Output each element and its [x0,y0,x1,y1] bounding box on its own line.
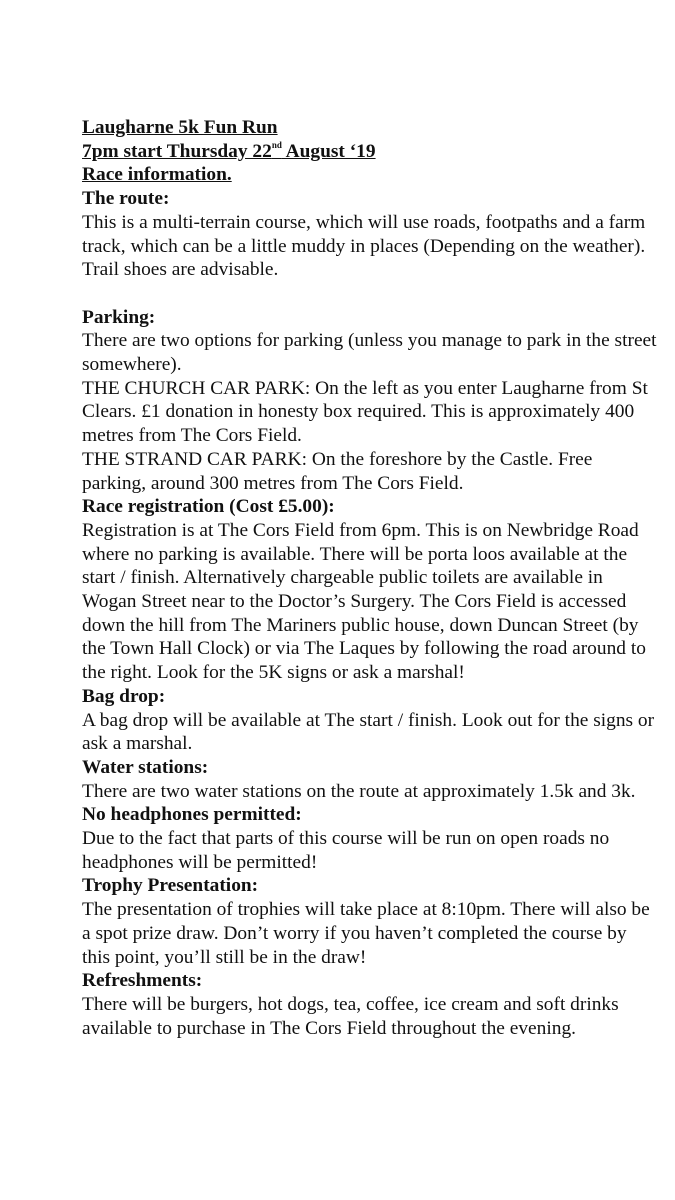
registration-body: Registration is at The Cors Field from 6pm. This is on Newbridge Road where no parking is available. There will be porta loos available at the start / finish. Alternatively chargeable public toilets are available in Wogan Street near to the Doctor’s Surgery. The Cors Field is accessed down the hill from The Mariners public house, down Duncan Street (by the Town Hall Clock) or via The Laques by following the road around to the right. Look for the 5K signs or ask a marshal! [82,519,646,684]
parking-intro: There are two options for parking (unless you manage to park in the street somewhere). [82,330,657,376]
section-spacer [82,282,657,306]
water-stations-body: There are two water stations on the route at approximately 1.5k and 3k. [82,780,636,802]
strand-car-park: THE STRAND CAR PARK: On the foreshore by the Castle. Free parking, around 300 metres from The Cors Field. [82,448,593,494]
water-stations-heading: Water stations: [82,756,209,778]
race-info-heading: Race information. [82,164,232,186]
bag-drop-heading: Bag drop: [82,685,166,707]
parking-heading: Parking: [82,306,156,328]
church-car-park: THE CHURCH CAR PARK: On the left as you enter Laugharne from St Clears. £1 donation in honesty box required. This is approximately 400 metres from The Cors Field. [82,377,648,447]
event-date-text: 7pm start Thursday 22 [82,140,272,162]
date-ordinal-suffix: nd [271,139,282,150]
event-date-line [82,140,657,164]
event-title: Laugharne 5k Fun Run [82,117,278,138]
trophy-body: The presentation of trophies will take place at 8:10pm. There will also be a spot prize draw. Don’t worry if you haven’t completed the course by this point, you’ll still be in the draw! [82,899,650,968]
event-date-month: August ‘19 [281,140,376,162]
race-information-document [82,116,657,1040]
headphones-body: Due to the fact that parts of this course will be run on open roads no headphones will be permitted! [82,828,610,873]
route-body: This is a multi-terrain course, which will use roads, footpaths and a farm track, which can be a little muddy in places (Depending on the weather). Trail shoes are advisable. [82,211,646,281]
route-heading: The route: [82,188,170,210]
headphones-heading: No headphones permitted: [82,804,302,826]
refreshments-body: There will be burgers, hot dogs, tea, coffee, ice cream and soft drinks available to purchase in The Cors Field throughout the evening. [82,994,619,1039]
registration-heading: Race registration (Cost £5.00): [82,496,335,518]
refreshments-heading: Refreshments: [82,970,203,992]
bag-drop-body: A bag drop will be available at The start / finish. Look out for the signs or ask a marshal. [82,709,655,755]
trophy-heading: Trophy Presentation: [82,875,259,897]
